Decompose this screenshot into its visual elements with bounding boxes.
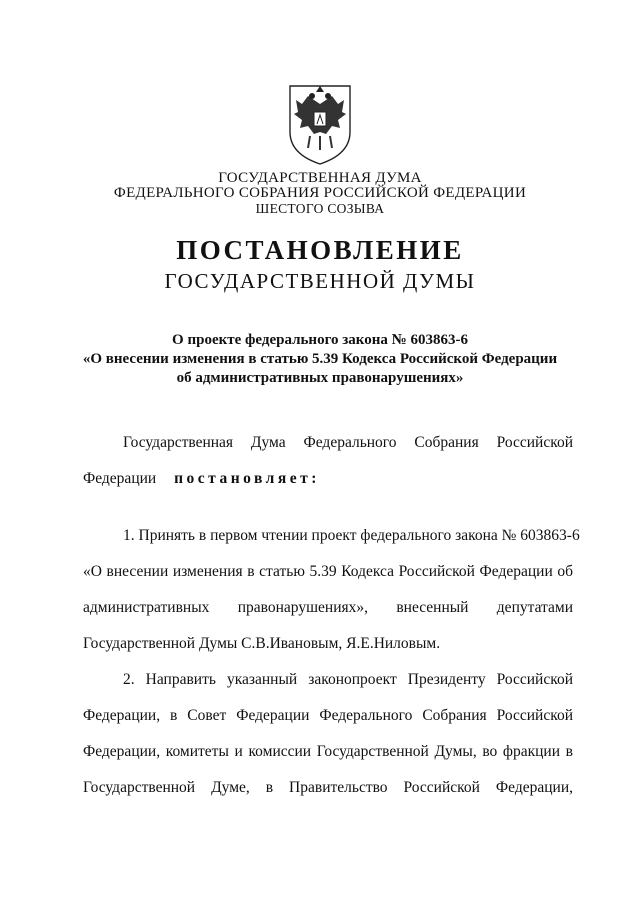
subject-line: об административных правонарушениях» bbox=[176, 370, 464, 386]
item-2-line: Государственной Думе, в Правительство Российской Федерации, bbox=[83, 779, 573, 796]
item-1-line: административных правонарушениях», внесенный депутатами bbox=[83, 599, 573, 616]
document-subtitle: ГОСУДАРСТВЕННОЙ ДУМЫ bbox=[164, 269, 476, 293]
resolution-verb: постановляет: bbox=[174, 470, 320, 487]
parliament-name: ГОСУДАРСТВЕННАЯ ДУМА bbox=[218, 170, 422, 186]
preamble-line bbox=[83, 470, 573, 488]
item-1-line: «О внесении изменения в статью 5.39 Кодекса Российской Федерации об bbox=[83, 563, 573, 580]
item-1-line: 1. Принять в первом чтении проект федерального закона № 603863-6 bbox=[123, 527, 580, 544]
item-2-line: 2. Направить указанный законопроект Президенту Российской bbox=[123, 671, 573, 688]
subject-line: О проекте федерального закона № 603863-6 bbox=[172, 332, 468, 348]
item-2-line: Федерации, комитеты и комиссии Государственной Думы, во фракции в bbox=[83, 743, 573, 760]
preamble-text: Федерации bbox=[83, 470, 157, 487]
convocation: ШЕСТОГО СОЗЫВА bbox=[255, 201, 385, 216]
document-title: ПОСТАНОВЛЕНИЕ bbox=[176, 235, 464, 265]
item-1-line: Государственной Думы С.В.Ивановым, Я.Е.Ниловым. bbox=[83, 635, 441, 652]
preamble-line: Государственная Дума Федерального Собрания Российской bbox=[123, 434, 573, 451]
item-2-line: Федерации, в Совет Федерации Федерального Собрания Российской bbox=[83, 707, 573, 724]
subject-line: «О внесении изменения в статью 5.39 Кодекса Российской Федерации bbox=[82, 351, 558, 367]
federal-assembly-name: ФЕДЕРАЛЬНОГО СОБРАНИЯ РОССИЙСКОЙ ФЕДЕРАЦИИ bbox=[113, 185, 527, 201]
coat-of-arms-emblem bbox=[278, 82, 362, 166]
